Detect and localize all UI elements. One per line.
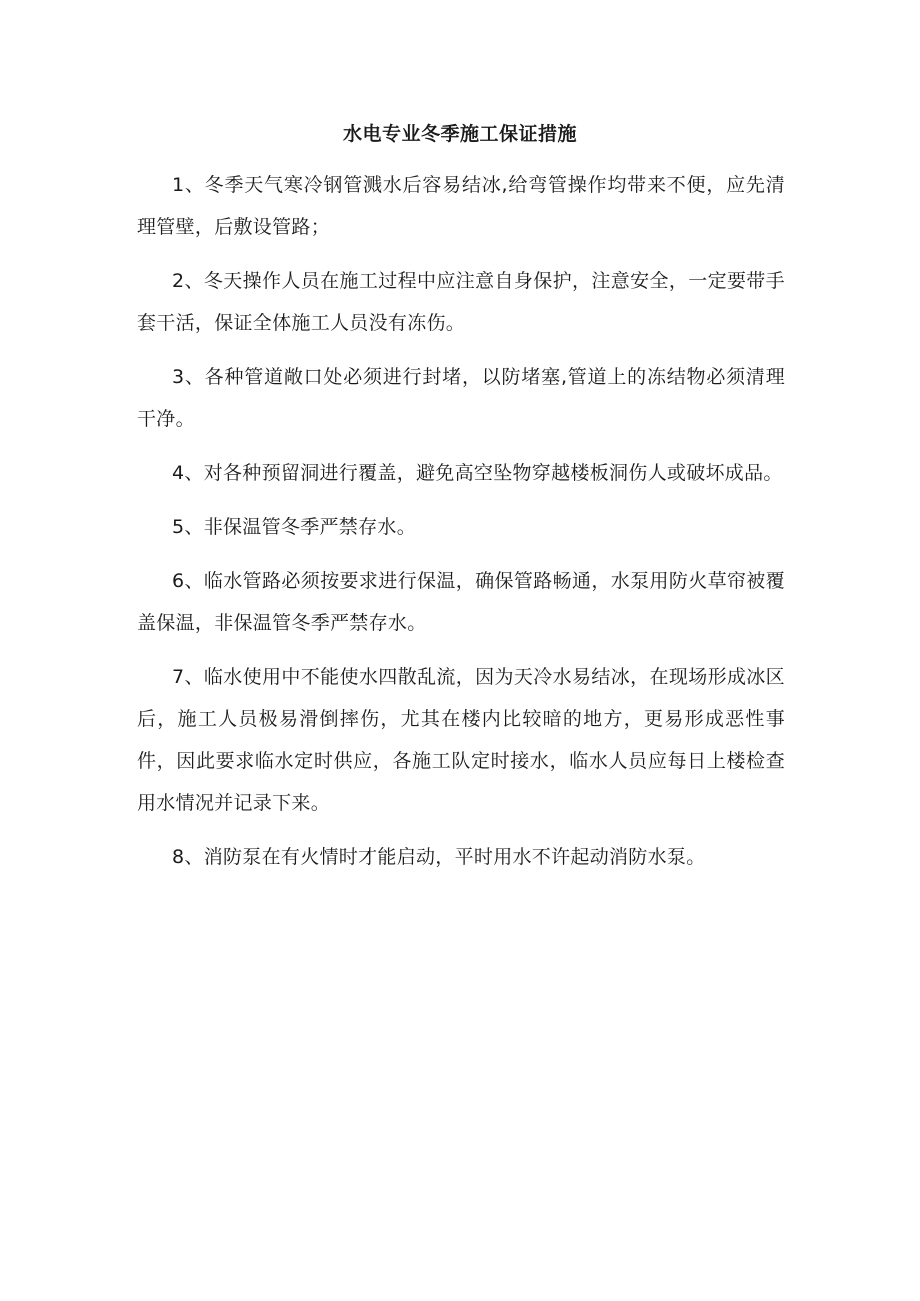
paragraph-3: 3、各种管道敞口处必须进行封堵，以防堵塞,管道上的冻结物必须清理干净。 (137, 366, 785, 430)
paragraph-2: 2、冬天操作人员在施工过程中应注意自身保护，注意安全，一定要带手套干活，保证全体施工人员没有冻伤。 (137, 270, 785, 334)
paragraph-8: 8、消防泵在有火情时才能启动，平时用水不许起动消防水泵。 (172, 846, 706, 868)
document-body (137, 164, 785, 890)
paragraph-7: 7、临水使用中不能使水四散乱流，因为天冷水易结冰，在现场形成冰区后，施工人员极易滑倒摔伤，尤其在楼内比较暗的地方，更易形成恶性事件，因此要求临水定时供应，各施工队定时接水，临水人员应每日上楼检查用水情况并记录下来。 (137, 666, 785, 814)
paragraph-6: 6、临水管路必须按要求进行保温，确保管路畅通，水泵用防火草帘被覆盖保温，非保温管冬季严禁存水。 (137, 570, 785, 634)
paragraph-1: 1、冬季天气寒冷钢管溅水后容易结冰,给弯管操作均带来不便，应先清理管壁，后敷设管路； (137, 174, 785, 238)
paragraph-5: 5、非保温管冬季严禁存水。 (172, 516, 416, 538)
paragraph-4: 4、对各种预留洞进行覆盖，避免高空坠物穿越楼板洞伤人或破坏成品。 (172, 462, 783, 484)
document-title: 水电专业冬季施工保证措施 (342, 123, 577, 145)
